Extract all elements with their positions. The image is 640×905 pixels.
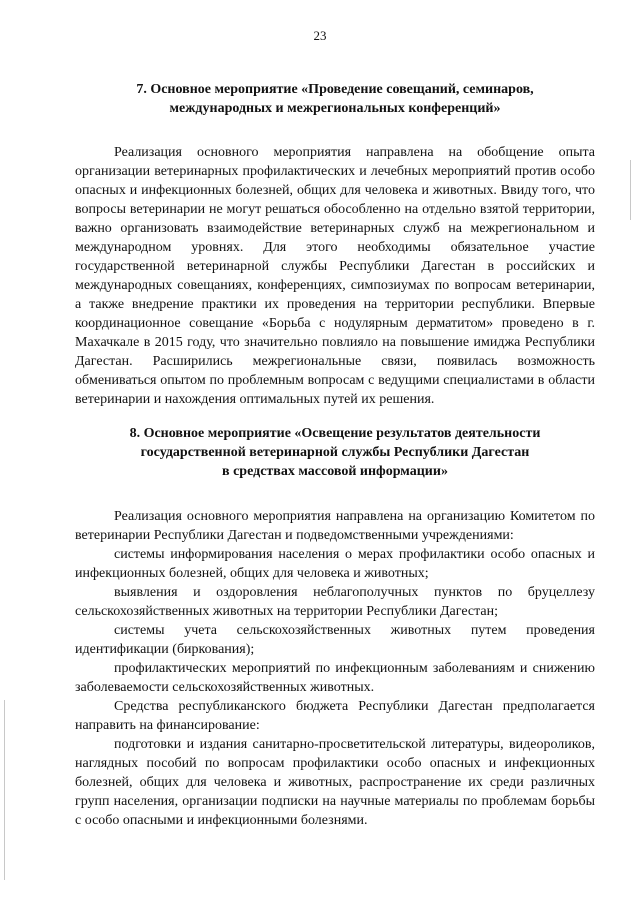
- list-item: профилактических мероприятий по инфекционным заболеваниям и снижению заболеваемости сельскохозяйственных животных.: [75, 661, 595, 695]
- section-8-intro: Реализация основного мероприятия направлена на организацию Комитетом по ветеринарии Республики Дагестан и подведомственными учреждениями:: [75, 509, 595, 543]
- section-7: [75, 80, 595, 409]
- section-7-heading-line: 7. Основное мероприятие «Проведение совещаний, семинаров,: [136, 82, 534, 97]
- scan-edge-mark: [630, 160, 631, 220]
- section-7-paragraph: Реализация основного мероприятия направлена на обобщение опыта организации ветеринарных профилактических и лечебных мероприятий против особо опасных и инфекционных болезней, общих для человека и животных. Ввиду того, что вопросы ветеринарии не могут решаться обособленно на отдельно взятой территории, важно организовать взаимодействие ветеринарных служб на межрегиональном и международном уровнях. Для этого необходимы обязательное участие государственной ветеринарной службы Республики Дагестан в российских и международных совещаниях, конференциях, симпозиумах по вопросам ветеринарии, а также внедрение практики их проведения на территории республики. Впервые координационное совещание «Борьба с нодулярным дерматитом» проведено в г. Махачкале в 2015 году, что значительно повлияло на повышение имиджа Республики Дагестан. Расширились межрегиональные связи, появилась возможность обмениваться опытом по проблемным вопросам с ведущими специалистами в области ветеринарии и нахождения оптимальных путей их решения.: [75, 145, 595, 407]
- funding-intro: Средства республиканского бюджета Республики Дагестан предполагается направить на финансирование:: [75, 699, 595, 733]
- section-8-heading-line: в средствах массовой информации»: [222, 464, 448, 479]
- page-number: 23: [313, 28, 327, 43]
- section-7-heading: [75, 80, 595, 118]
- scan-edge-mark: [4, 700, 5, 880]
- list-item: системы информирования населения о мерах профилактики особо опасных и инфекционных болезней, общих для человека и животных;: [75, 547, 595, 581]
- section-8-heading-line: 8. Основное мероприятие «Освещение результатов деятельности: [129, 426, 541, 441]
- list-item: системы учета сельскохозяйственных животных путем проведения идентификации (биркования);: [75, 623, 595, 657]
- funding-item: подготовки и издания санитарно-просветительской литературы, видеороликов, наглядных пособий по вопросам профилактики особо опасных и инфекционных болезней, общих для человека и животных, распространение их среди различных групп населения, организации подписки на научные материалы по проблемам борьбы с особо опасными и инфекционными болезнями.: [75, 737, 595, 828]
- section-8-heading-line: государственной ветеринарной службы Республики Дагестан: [140, 445, 530, 460]
- section-7-heading-line: международных и межрегиональных конференций»: [169, 101, 501, 116]
- section-8: [75, 424, 595, 830]
- list-item: выявления и оздоровления неблагополучных пунктов по бруцеллезу сельскохозяйственных животных на территории Республики Дагестан;: [75, 585, 595, 619]
- section-8-heading: [75, 424, 595, 481]
